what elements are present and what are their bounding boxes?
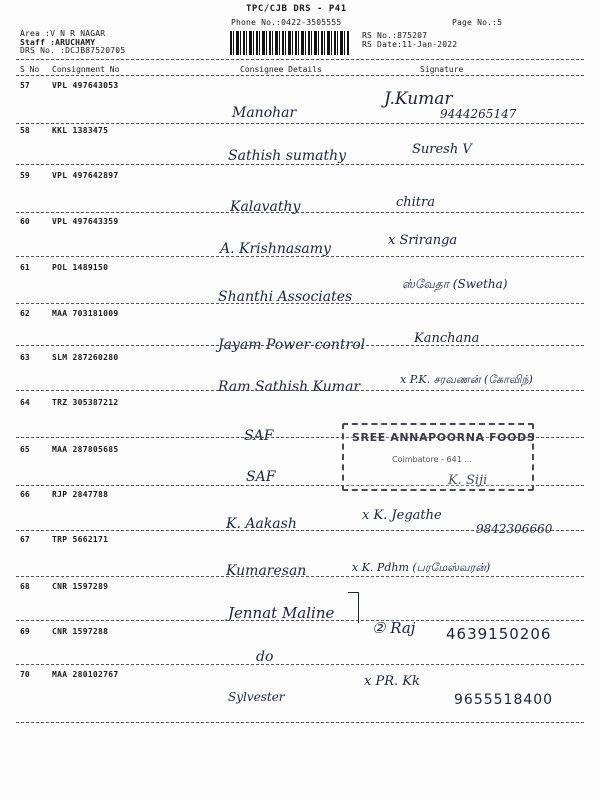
divider [16, 722, 584, 723]
divider [16, 576, 584, 577]
phone-note: 9842306660 [476, 522, 553, 536]
serial-number: 67 [20, 535, 30, 544]
rs-date: RS Date:11-Jan-2022 [362, 40, 458, 49]
signature: J.Kumar [384, 89, 453, 109]
phone-number: Phone No.:0422-3505555 [231, 18, 342, 27]
phone-note: 9655518400 [454, 692, 554, 708]
consignee-name: Kalavathy [230, 199, 301, 215]
signature: x K. Jegathe [362, 508, 442, 523]
consignment-number: MAA 287805685 [52, 445, 119, 454]
serial-number: 60 [20, 217, 30, 226]
signature: K. Siji [448, 473, 488, 488]
consignee-name: K. Aakash [226, 516, 297, 532]
column-header-consignee: Consignee Details [240, 65, 322, 74]
signature: chitra [396, 195, 435, 210]
rs-number: RS No.:875207 [362, 31, 428, 40]
divider [16, 59, 584, 60]
divider [16, 303, 584, 304]
serial-number: 69 [20, 627, 30, 636]
consignee-name: SAF [244, 428, 274, 444]
signature: Kanchana [414, 331, 480, 346]
consignee-name: do [256, 649, 274, 665]
consignment-number: TRZ 305387212 [52, 398, 119, 407]
consignment-number: MAA 703181009 [52, 309, 119, 318]
consignment-number: VPL 497642897 [52, 171, 119, 180]
divider [16, 75, 584, 76]
consignee-name: Jayam Power control [218, 337, 366, 353]
signature: x P.K. சரவணன் (கோவிந்) [400, 373, 533, 386]
divider [16, 345, 584, 346]
consignment-number: CNR 1597289 [52, 582, 109, 591]
consignment-number: CNR 1597288 [52, 627, 109, 636]
serial-number: 57 [20, 81, 30, 90]
signature: Suresh V [412, 142, 472, 157]
consignment-number: MAA 280102767 [52, 670, 119, 679]
staff: Staff :ARUCHAMY [20, 38, 96, 47]
consignment-number: KKL 1383475 [52, 126, 109, 135]
stamp-city: Coimbatore - 641 ... [392, 455, 472, 464]
divider [16, 164, 584, 165]
column-header-consignment: Consignment No [52, 65, 120, 74]
signature: ② Raj [372, 619, 416, 637]
divider [16, 390, 584, 391]
serial-number: 58 [20, 126, 30, 135]
divider [16, 620, 584, 621]
consignment-number: SLM 287260280 [52, 353, 119, 362]
serial-number: 61 [20, 263, 30, 272]
divider [16, 664, 584, 665]
consignee-name: A. Krishnasamy [220, 241, 331, 257]
company-stamp [342, 423, 534, 491]
signature: x PR. Kk [364, 674, 420, 689]
consignee-name: Shanthi Associates [218, 289, 353, 305]
barcode [230, 31, 350, 55]
consignment-number: TRP 5662171 [52, 535, 109, 544]
serial-number: 64 [20, 398, 30, 407]
consignee-name: Manohar [232, 105, 297, 121]
signature: ஸ்வேதா (Swetha) [402, 277, 508, 291]
consignee-name: Jennat Maline [228, 604, 335, 622]
signature: x K. Pdhm (பரமேஸ்வரன்) [352, 561, 491, 574]
serial-number: 63 [20, 353, 30, 362]
serial-number: 68 [20, 582, 30, 591]
drs-number: DRS No. :DCJB87520705 [20, 46, 126, 55]
consignee-name: Ram Sathish Kumar [218, 379, 361, 395]
divider [16, 123, 584, 124]
serial-number: 59 [20, 171, 30, 180]
area: Area :V N R NAGAR [20, 29, 106, 38]
signature: x Sriranga [388, 233, 458, 248]
consignee-name: Sathish sumathy [228, 148, 347, 164]
serial-number: 62 [20, 309, 30, 318]
consignee-name: SAF [246, 469, 276, 485]
page-number: Page No.:5 [452, 18, 503, 27]
handwritten-bracket [348, 592, 359, 623]
document-title: TPC/CJB DRS - P41 [246, 4, 347, 14]
phone-note: 4639150206 [446, 625, 552, 643]
serial-number: 65 [20, 445, 30, 454]
consignment-number: VPL 497643053 [52, 81, 119, 90]
divider [16, 530, 584, 531]
consignee-name: Kumaresan [226, 563, 307, 579]
divider [16, 256, 584, 257]
serial-number: 70 [20, 670, 30, 679]
consignment-number: POL 1489150 [52, 263, 109, 272]
divider [16, 212, 584, 213]
consignee-name: Sylvester [228, 690, 285, 704]
consignment-number: RJP 2847788 [52, 490, 109, 499]
column-header-signature: Signature [420, 65, 464, 74]
consignment-number: VPL 497643359 [52, 217, 119, 226]
serial-number: 66 [20, 490, 30, 499]
stamp-company-name: SREE ANNAPOORNA FOODS [352, 431, 536, 444]
phone-note: 9444265147 [440, 107, 517, 121]
column-header-sno: S No [20, 65, 40, 74]
